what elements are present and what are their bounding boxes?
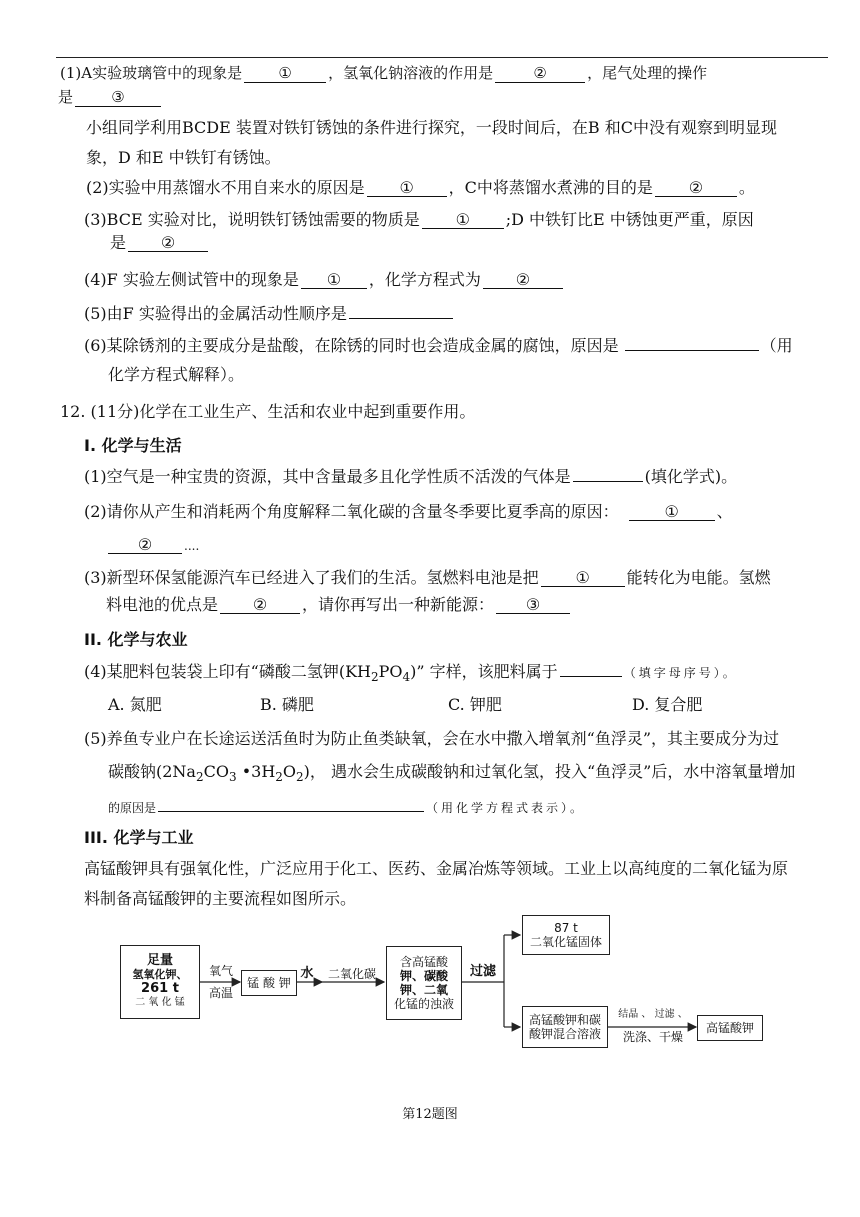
q11-part3-line1 xyxy=(84,210,754,230)
text: )， 遇水会生成碳酸钠和过氧化氢，投入“鱼浮灵”后，水中溶氧量增加 xyxy=(303,762,796,781)
text: ;D 中铁钉比E 中锈蚀更严重，原因 xyxy=(505,210,754,229)
text: （填字母序号）。 xyxy=(623,666,738,680)
text: (2)实验中用蒸馏水不用自来水的原因是 xyxy=(86,178,365,197)
q12-part4 xyxy=(84,662,738,687)
q11-intro-line2: 象，D 和E 中铁钉有锈蚀。 xyxy=(86,148,281,167)
label-text: 高温 xyxy=(208,986,233,1000)
text: (1)空气是一种宝贵的资源，其中含量最多且化学性质不活泼的气体是 xyxy=(84,467,571,486)
text: 的原因是 xyxy=(108,801,157,815)
text: 能转化为电能。氢燃 xyxy=(626,568,771,587)
box-text: 高锰酸钾和碳 xyxy=(528,1013,601,1027)
q12-part5-line2 xyxy=(108,762,795,787)
text: 料电池的优点是 xyxy=(106,595,219,614)
q12-section-industry: III. 化学与工业 xyxy=(84,828,194,847)
text: （用 xyxy=(760,336,793,355)
text: ，C中将蒸馏水煮沸的目的是 xyxy=(448,178,653,197)
box-text: 氢氧化钾、 xyxy=(132,968,188,981)
q11-part6-line1 xyxy=(84,336,793,356)
q12-title: 12. (11分)化学在工业生产、生活和农业中起到重要作用。 xyxy=(60,402,476,421)
answer-blank[interactable]: ② xyxy=(655,179,737,197)
answer-blank[interactable] xyxy=(625,350,759,351)
text: (4)某肥料包装袋上印有“磷酸二氢钾(KH xyxy=(84,662,371,681)
q12-option-b[interactable]: B. 磷肥 xyxy=(260,695,314,714)
text: (3)BCE 实验对比，说明铁钉锈蚀需要的物质是 xyxy=(84,210,420,229)
text: )” 字样，该肥料属于 xyxy=(410,662,558,681)
q12-part3-line2 xyxy=(106,595,572,615)
q11-part2 xyxy=(86,178,755,198)
text: (4)F 实验左侧试管中的现象是 xyxy=(84,270,299,289)
answer-blank[interactable]: ① xyxy=(301,271,367,289)
top-rule xyxy=(56,57,828,58)
process-flow-diagram xyxy=(100,912,780,1067)
answer-blank[interactable] xyxy=(560,676,622,677)
subscript: 3 xyxy=(228,770,237,785)
q12-part5-line3 xyxy=(108,797,585,818)
answer-blank[interactable]: ① xyxy=(367,179,447,197)
arrow-label-filter: 过滤 xyxy=(469,964,496,979)
subscript: 2 xyxy=(195,770,204,785)
q12-part3-line1 xyxy=(84,568,771,588)
box-text: 酸钾混合溶液 xyxy=(528,1027,601,1041)
answer-blank[interactable]: ① xyxy=(422,211,504,229)
box-text: 二 氧 化 锰 xyxy=(135,997,185,1008)
q11-part4 xyxy=(84,270,565,290)
q12-industry-intro-line1: 高锰酸钾具有强氧化性，广泛应用于化工、医药、金属冶炼等领域。工业上以高纯度的二氧化锰为原 xyxy=(84,859,789,878)
figure-caption: 第12题图 xyxy=(402,1107,458,1122)
answer-blank[interactable]: ② xyxy=(483,271,563,289)
q11-intro-line1: 小组同学利用BCDE 装置对铁钉锈蚀的条件进行探究，一段时间后，在B 和C中没有观察到明显现 xyxy=(86,118,777,137)
label-text: 氧气 xyxy=(208,964,233,978)
answer-blank[interactable] xyxy=(158,811,424,812)
box-text: 261 t xyxy=(141,981,179,996)
q11-part5 xyxy=(84,304,455,324)
answer-blank[interactable]: ② xyxy=(495,65,585,83)
q12-section-life: I. 化学与生活 xyxy=(84,436,182,455)
q12-option-d[interactable]: D. 复合肥 xyxy=(632,695,703,714)
box-text: 含高锰酸 xyxy=(399,955,448,969)
text: (2)请你从产生和消耗两个角度解释二氧化碳的含量冬季要比夏季高的原因： xyxy=(84,502,619,521)
answer-blank[interactable]: ① xyxy=(629,503,715,521)
text: ，尾气处理的操作 xyxy=(587,64,708,82)
q11-part1-line2 xyxy=(58,87,163,107)
answer-blank[interactable]: ② xyxy=(128,234,208,252)
reactants-box xyxy=(120,945,200,1019)
box-text: 足量 xyxy=(146,953,173,968)
box-text: 钾、二氧 xyxy=(399,983,448,997)
answer-blank[interactable] xyxy=(349,318,453,319)
text: 是 xyxy=(58,88,74,106)
arrow-label-crystallize: 结晶 、 过滤 、 xyxy=(618,1009,688,1020)
text: (填化学式)。 xyxy=(644,467,738,486)
subscript: 4 xyxy=(402,670,411,685)
text: CO xyxy=(203,762,229,781)
text: 碳酸钠(2Na xyxy=(108,762,196,781)
box-text: 二氧化锰固体 xyxy=(529,935,602,949)
text: （用化学方程式表示）。 xyxy=(426,801,586,815)
answer-blank[interactable]: ③ xyxy=(75,89,161,107)
text: •3H xyxy=(236,762,276,781)
mixed-solution-box xyxy=(522,1006,608,1048)
potassium-manganate-box xyxy=(241,970,297,996)
q12-industry-intro-line2: 料制备高锰酸钾的主要流程如图所示。 xyxy=(84,889,357,908)
answer-blank[interactable]: ② xyxy=(220,596,300,614)
suspension-box xyxy=(386,946,462,1020)
arrow-label-water: 水 xyxy=(300,966,314,981)
kmno4-product-box xyxy=(697,1015,763,1041)
answer-blank[interactable] xyxy=(573,481,643,482)
text: 是 xyxy=(110,233,127,252)
text: (6)某除锈剂的主要成分是盐酸，在除锈的同时也会造成金属的腐蚀，原因是 xyxy=(84,336,619,355)
box-text: 化锰的浊液 xyxy=(393,997,454,1011)
q11-part6-line2: 化学方程式解释）。 xyxy=(108,365,245,384)
arrow-label-co2: 二氧化碳 xyxy=(327,967,376,981)
answer-blank[interactable]: ① xyxy=(541,569,625,587)
text: (3)新型环保氢能源汽车已经进入了我们的生活。氢燃料电池是把 xyxy=(84,568,539,587)
q12-option-c[interactable]: C. 钾肥 xyxy=(448,695,502,714)
text: ，氢氧化钠溶液的作用是 xyxy=(328,64,494,82)
text: ，请你再写出一种新能源： xyxy=(302,595,495,614)
text: (1)A实验玻璃管中的现象是 xyxy=(60,64,243,82)
q12-part2-line1 xyxy=(84,502,733,522)
mno2-solid-box xyxy=(522,915,610,955)
q12-part5-line1: (5)养鱼专业户在长途运送活鱼时为防止鱼类缺氧，会在水中撒入增氧剂“鱼浮灵”，其主要成分为过 xyxy=(84,729,780,748)
text: PO xyxy=(378,662,403,681)
q11-part1-line1 xyxy=(60,63,707,83)
answer-blank[interactable]: ② xyxy=(108,536,182,554)
subscript: 2 xyxy=(296,770,304,785)
q12-part2-line2 xyxy=(106,535,199,556)
box-text: 锰 酸 钾 xyxy=(247,976,291,990)
answer-blank[interactable]: ③ xyxy=(496,596,570,614)
q12-part1 xyxy=(84,467,737,487)
subscript: 2 xyxy=(275,770,283,785)
subscript: 2 xyxy=(371,670,379,685)
text: ，化学方程式为 xyxy=(368,270,481,289)
arrow-label-wash-dry: 洗涤、干燥 xyxy=(622,1030,683,1044)
text: 、 xyxy=(716,502,733,521)
text: O xyxy=(282,762,297,781)
arrow-label-high-temp xyxy=(203,986,239,1000)
box-text: 钾、碳酸 xyxy=(399,969,448,983)
q12-section-agriculture: II. 化学与农业 xyxy=(84,630,188,649)
text: 。 xyxy=(738,178,755,197)
box-text: 高锰酸钾 xyxy=(705,1021,754,1035)
box-text: 87 t xyxy=(554,921,578,935)
arrow-label-oxygen xyxy=(203,964,239,978)
text: .... xyxy=(184,539,200,553)
text: (5)由F 实验得出的金属活动性顺序是 xyxy=(84,304,347,323)
answer-blank[interactable]: ① xyxy=(244,65,326,83)
q11-part3-line2 xyxy=(110,233,210,253)
q12-option-a[interactable]: A. 氮肥 xyxy=(108,695,162,714)
